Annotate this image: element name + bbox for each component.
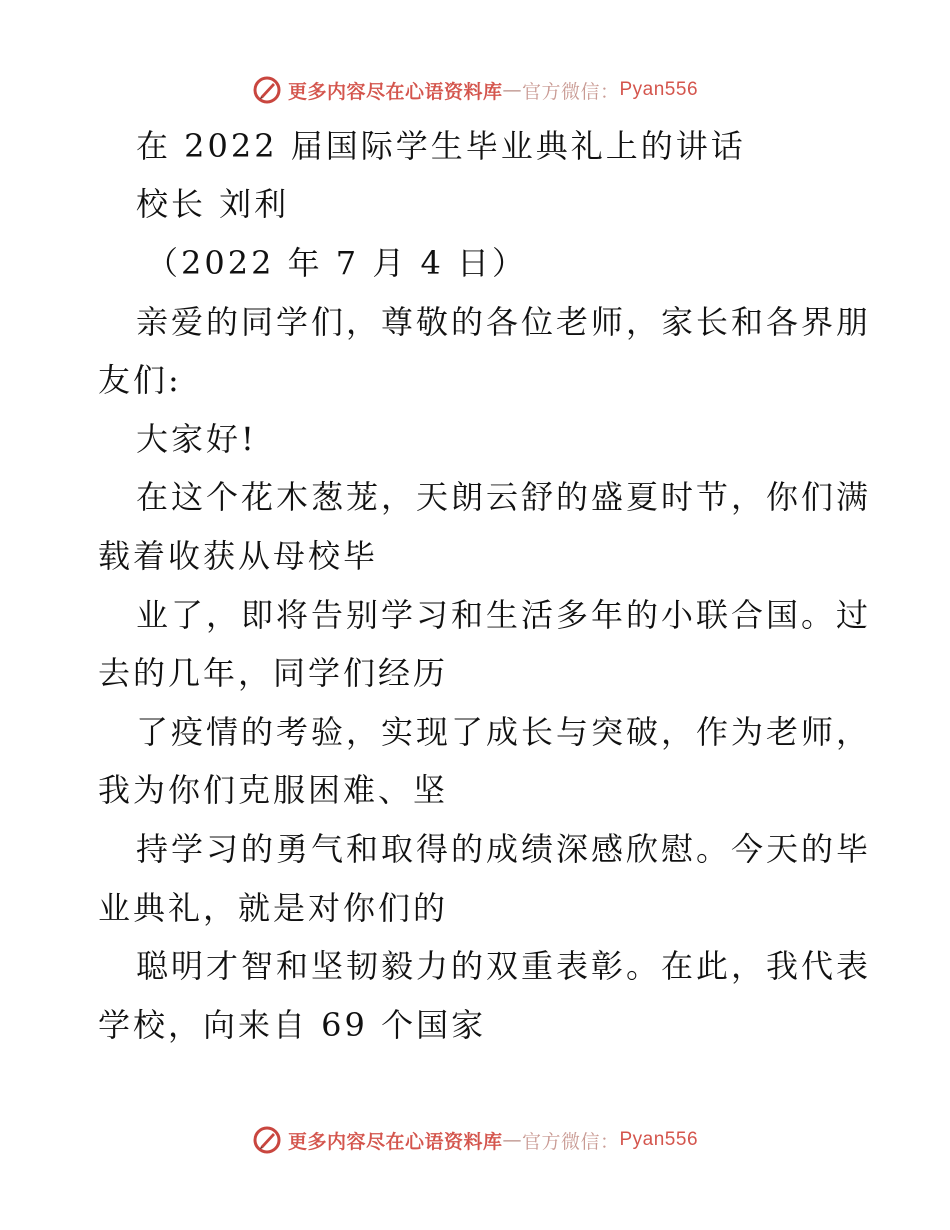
header-watermark: [0, 70, 950, 110]
watermark-wechat-id: Pyan556: [619, 1129, 699, 1150]
paragraph-line: 业了，即将告别学习和生活多年的小联合国。过: [136, 596, 872, 634]
pen-logo-icon: [252, 1125, 282, 1155]
paragraph-line: 友们:: [98, 361, 182, 399]
document-author: 校长 刘利: [136, 185, 290, 223]
watermark-separator: —: [502, 79, 522, 101]
watermark-text: 更多内容尽在心语资料库: [287, 80, 503, 103]
pen-logo-icon: [252, 75, 282, 105]
paragraph-line: 持学习的勇气和取得的成绩深感欣慰。今天的毕: [136, 830, 872, 868]
paragraph-line: 了疫情的考验，实现了成长与突破，作为老师，: [136, 713, 872, 751]
paragraph-line: 学校，向来自 69 个国家: [98, 1006, 487, 1044]
watermark-wechat-label: 官方微信：: [521, 1130, 620, 1153]
paragraph-line: 聪明才智和坚韧毅力的双重表彰。在此，我代表: [136, 947, 872, 985]
paragraph-line: 在这个花木葱茏，天朗云舒的盛夏时节，你们满: [136, 478, 872, 516]
paragraph-line: 大家好!: [136, 420, 257, 458]
watermark-separator: —: [502, 1129, 522, 1151]
paragraph-line: 去的几年，同学们经历: [98, 654, 449, 692]
paragraph-line: 我为你们克服困难、坚: [98, 771, 449, 809]
paragraph-line: 载着收获从母校毕: [98, 537, 379, 575]
document-date: （2022 年 7 月 4 日）: [146, 244, 528, 282]
watermark-wechat-label: 官方微信：: [521, 80, 620, 103]
paragraph-line: 亲爱的同学们，尊敬的各位老师，家长和各界朋: [136, 303, 872, 341]
document-title: 在 2022 届国际学生毕业典礼上的讲话: [136, 127, 746, 165]
watermark-text: 更多内容尽在心语资料库: [287, 1130, 503, 1153]
paragraph-line: 业典礼，就是对你们的: [98, 889, 449, 927]
watermark-wechat-id: Pyan556: [619, 79, 699, 100]
footer-watermark: [0, 1120, 950, 1160]
